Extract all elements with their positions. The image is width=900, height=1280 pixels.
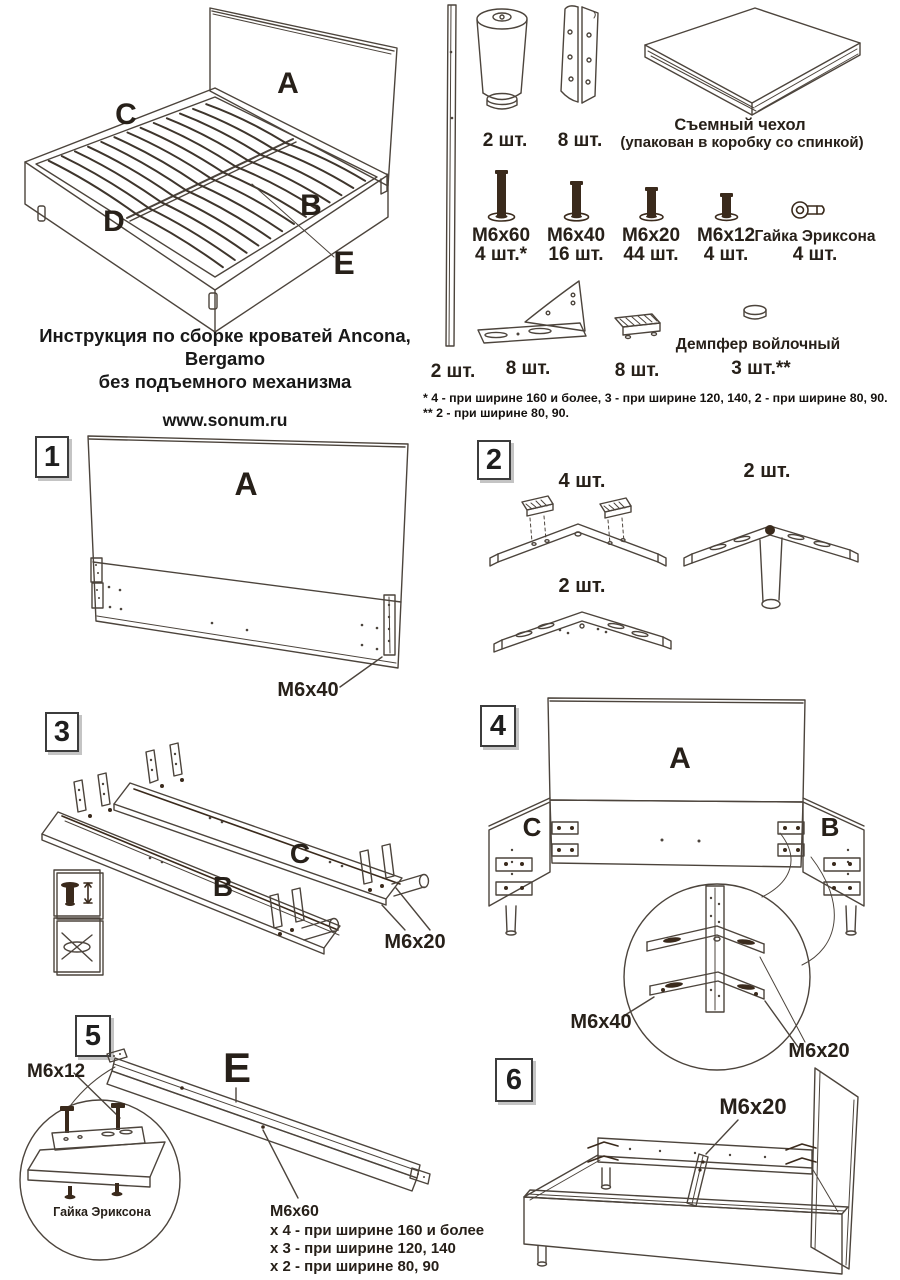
- step5-note-1: х 4 - при ширине 160 и более: [270, 1222, 485, 1239]
- cover-name-label: Съемный чехол: [674, 116, 806, 134]
- step5-note-title: M6x60: [270, 1203, 319, 1220]
- bolt-head-icon: [765, 525, 775, 535]
- step3-label-b: B: [212, 871, 234, 902]
- slat-holder-part-drawing: [615, 314, 660, 339]
- overview-label-e: E: [333, 245, 355, 281]
- step-6-diagram: [460, 1050, 900, 1280]
- leg-part-drawing: [477, 9, 527, 109]
- angle-bracket-part-drawing: [561, 6, 598, 103]
- step5-note-3: х 2 - при ширине 80, 90: [270, 1258, 440, 1275]
- step4-label-a: A: [669, 742, 691, 775]
- step-2-diagram: [460, 430, 900, 680]
- page-title-line2: без подъемного механизма: [98, 371, 352, 392]
- step4-bolt-label-2: M6x20: [788, 1040, 850, 1062]
- leg-qty-label: 2 шт.: [482, 130, 528, 151]
- leader-m6x20-2: [396, 888, 430, 930]
- footnotes: [423, 391, 900, 420]
- footnote-1: * 4 - при ширине 160 и более, 3 - при ширине 120, 140, 2 - при ширине 80, 90.: [423, 391, 888, 405]
- damper-name-label: Демпфер войлочный: [675, 336, 841, 353]
- page-title-line1: Инструкция по сборке кроватей Ancona, Bergamo: [39, 325, 411, 369]
- bed-overview-diagram: [0, 0, 450, 320]
- bolt-m6x40-qty: 16 шт.: [548, 244, 604, 265]
- felt-damper-icon: [744, 306, 766, 320]
- beam-e-drawing: [107, 1049, 430, 1198]
- bolt-m6x40-icon: [565, 181, 589, 221]
- no-unscrew-warning-box: [54, 918, 103, 975]
- step1-bolt-label: M6x40: [277, 679, 339, 701]
- slat-part-drawing: [446, 5, 456, 346]
- erickson-nut-icon: [792, 202, 824, 218]
- bracket-with-leg-drawing: [684, 525, 858, 609]
- overview-label-b: B: [300, 189, 322, 222]
- step-3-digit: 3: [53, 715, 71, 748]
- bolt-icon: [60, 1106, 74, 1111]
- nut-detail-callout: [20, 1067, 180, 1260]
- footnote-2: ** 2 - при ширине 80, 90.: [423, 405, 569, 420]
- website-link: www.sonum.ru: [162, 410, 288, 430]
- slat-holder-qty-label: 8 шт.: [614, 360, 660, 381]
- headboard-drawing: [210, 8, 397, 186]
- magnifier-circle: [624, 884, 810, 1070]
- damper-qty-label: 3 шт.**: [731, 358, 791, 379]
- leader-m6x20-b: [760, 957, 805, 1042]
- leg-height-warning-box: [54, 870, 103, 919]
- bolt-m6x20-name: M6x20: [621, 225, 681, 246]
- bracket-with-holders-drawing: [490, 496, 666, 566]
- parts-inventory-panel: [430, 0, 900, 390]
- bolt-icon: [111, 1103, 125, 1108]
- step3-label-c: C: [289, 838, 311, 869]
- bolt-m6x60-name: M6x60: [471, 225, 531, 246]
- bolt-m6x60-icon: [489, 170, 515, 221]
- plain-bracket-drawing: [494, 612, 671, 652]
- step2-qty-holders: 4 шт.: [558, 470, 606, 492]
- step-1-diagram: [30, 425, 450, 715]
- bolt-m6x20-qty: 44 шт.: [623, 244, 679, 265]
- bed-base-drawing: [25, 88, 388, 332]
- overview-label-c: C: [115, 98, 137, 131]
- angle-bracket-qty-label: 8 шт.: [557, 130, 603, 151]
- erickson-nut-icon: [115, 1183, 119, 1192]
- bolt-m6x12-name: M6x12: [696, 225, 756, 246]
- bed-leg-front: [209, 293, 217, 309]
- overview-label-d: D: [103, 205, 125, 238]
- step4-bolt-label-1: M6x40: [570, 1011, 632, 1033]
- bolt-m6x12-qty: 4 шт.: [703, 244, 749, 265]
- leader-m6x40: [340, 657, 382, 687]
- headboard-and-rails-drawing: [489, 698, 864, 935]
- step6-bolt-label: M6x20: [719, 1094, 787, 1119]
- step2-qty-plain-brackets: 2 шт.: [558, 575, 606, 597]
- step5-label-e: E: [222, 1044, 252, 1091]
- bolt-m6x40-name: M6x40: [546, 225, 606, 246]
- bolt-m6x12-icon: [716, 193, 738, 220]
- step-6-digit: 6: [505, 1063, 523, 1096]
- cover-note-label: (упакован в коробку со спинкой): [620, 134, 864, 151]
- leader-m6x20-1: [382, 905, 405, 930]
- step5-nut-label: Гайка Эриксона: [53, 1205, 151, 1219]
- cover-part-drawing: [645, 8, 860, 115]
- title-block: [0, 324, 450, 432]
- step5-note-2: х 3 - при ширине 120, 140: [270, 1240, 456, 1257]
- step1-label-a: A: [234, 466, 258, 502]
- step-5-digit: 5: [84, 1019, 102, 1052]
- step-1-digit: 1: [43, 440, 61, 473]
- corner-bracket-qty-label: 8 шт.: [505, 358, 551, 379]
- leader-m6x60: [263, 1130, 298, 1198]
- erickson-nut-icon: [68, 1186, 72, 1195]
- magnifier-circle: [20, 1100, 180, 1260]
- leader-m6x20: [706, 1120, 738, 1154]
- step-4-digit: 4: [489, 709, 507, 742]
- step4-label-c: C: [522, 812, 542, 842]
- step3-bolt-label: M6x20: [384, 931, 446, 953]
- step-3-diagram: [30, 700, 470, 1000]
- step-5-diagram: [0, 1000, 485, 1280]
- frame-assembly-drawing: [524, 1068, 858, 1274]
- corner-bracket-part-drawing: [478, 281, 586, 343]
- bolt-m6x60-qty: 4 шт.*: [475, 244, 527, 265]
- step5-bolt-label: M6x12: [27, 1061, 86, 1082]
- step4-label-b: B: [820, 812, 840, 842]
- bolt-m6x20-icon: [640, 187, 663, 221]
- rail-c-drawing: [114, 743, 429, 905]
- slat-qty-label: 2 шт.: [430, 361, 476, 382]
- step-2-digit: 2: [485, 443, 503, 476]
- erickson-nut-qty: 4 шт.: [792, 244, 838, 265]
- step2-qty-leg-brackets: 2 шт.: [743, 460, 791, 482]
- bracket-left-icon: [588, 1142, 618, 1148]
- erickson-nut-name: Гайка Эриксона: [754, 228, 876, 245]
- overview-label-a: A: [277, 67, 299, 100]
